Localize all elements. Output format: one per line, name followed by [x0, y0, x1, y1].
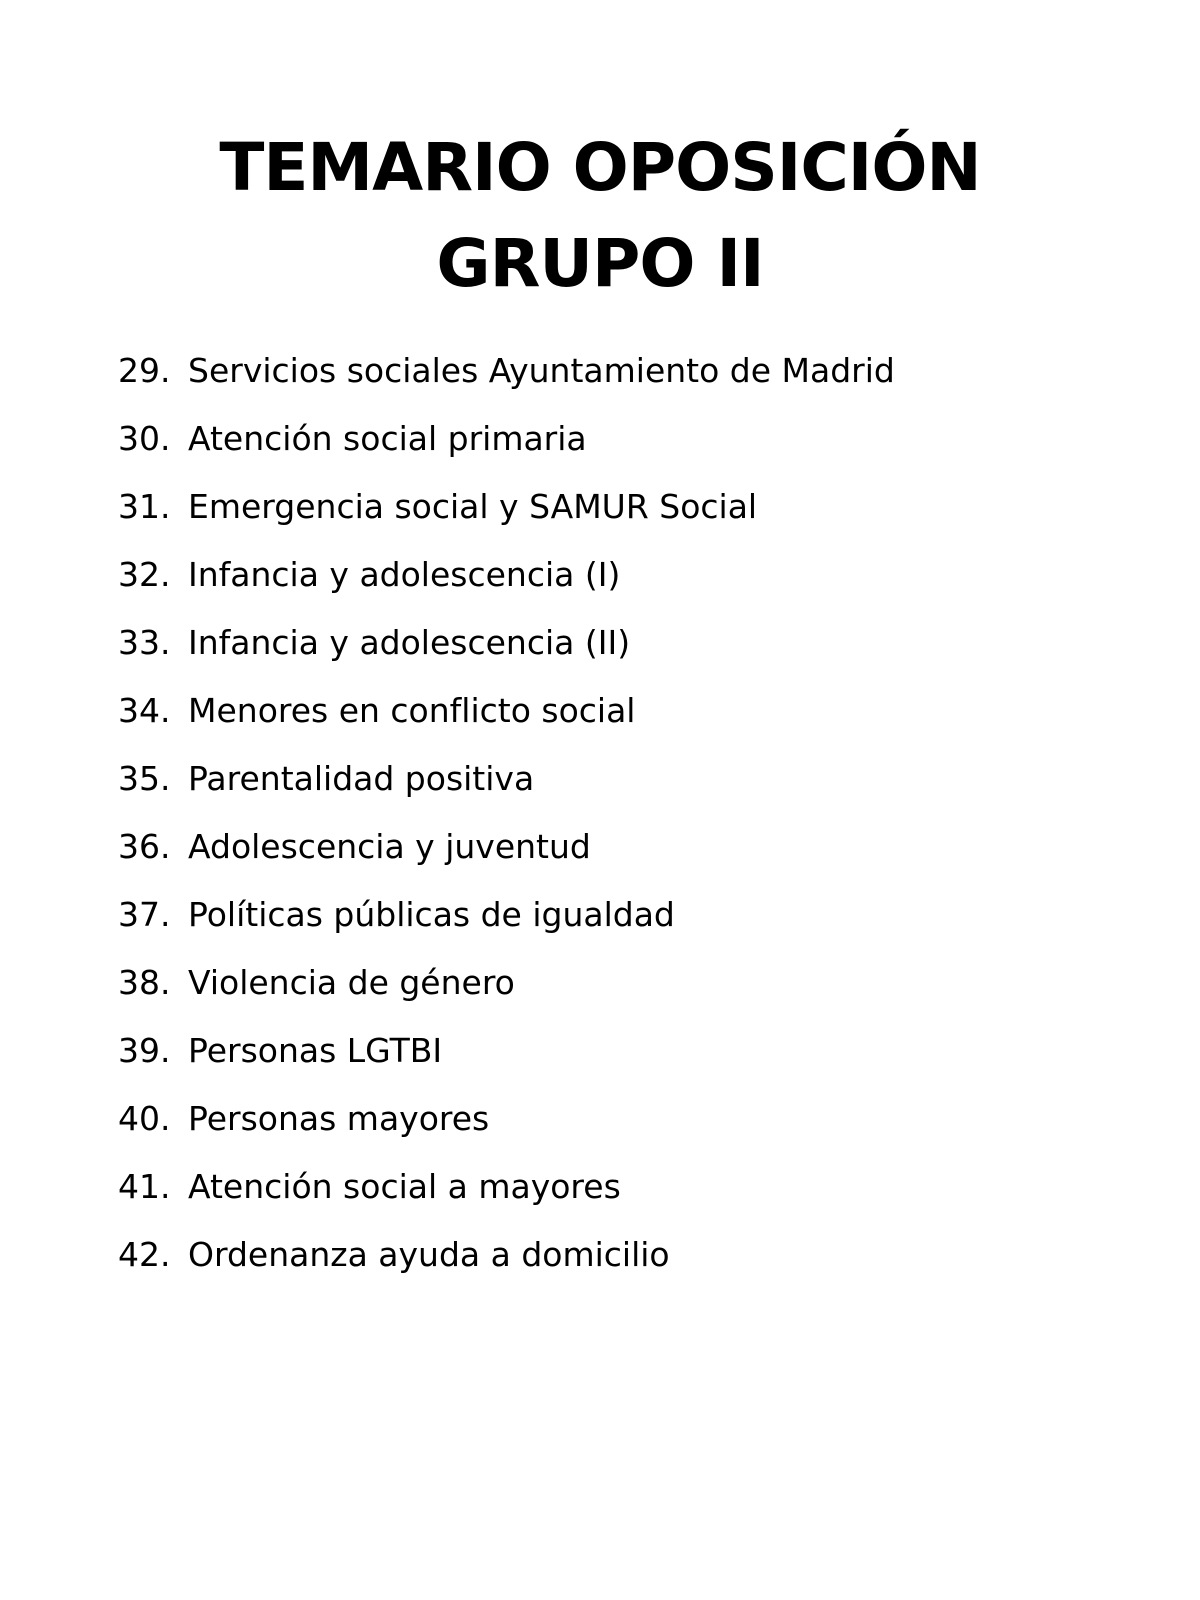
- item-text: Menores en conflicto social: [188, 691, 636, 730]
- item-number: 31.: [118, 487, 171, 526]
- item-text: Personas LGTBI: [188, 1031, 443, 1070]
- item-text: Infancia y adolescencia (II): [188, 623, 631, 662]
- item-number: 39.: [118, 1031, 171, 1070]
- page-title-line2: GRUPO II: [436, 225, 764, 303]
- item-number: 41.: [118, 1167, 171, 1206]
- item-number: 35.: [118, 759, 171, 798]
- list-item: [118, 949, 1118, 1017]
- list-item: [118, 745, 1118, 813]
- item-text: Parentalidad positiva: [188, 759, 535, 798]
- item-text: Servicios sociales Ayuntamiento de Madrid: [188, 351, 895, 390]
- page-title: [0, 120, 1200, 312]
- item-text: Atención social primaria: [188, 419, 587, 458]
- list-item: [118, 677, 1118, 745]
- list-item: [118, 1221, 1118, 1289]
- list-item: [118, 541, 1118, 609]
- item-text: Emergencia social y SAMUR Social: [188, 487, 758, 526]
- item-number: 38.: [118, 963, 171, 1002]
- item-number: 30.: [118, 419, 171, 458]
- item-number: 34.: [118, 691, 171, 730]
- item-text: Personas mayores: [188, 1099, 490, 1138]
- item-number: 42.: [118, 1235, 171, 1274]
- item-text: Atención social a mayores: [188, 1167, 621, 1206]
- list-item: [118, 1085, 1118, 1153]
- item-text: Adolescencia y juventud: [188, 827, 591, 866]
- item-number: 40.: [118, 1099, 171, 1138]
- item-number: 36.: [118, 827, 171, 866]
- item-number: 32.: [118, 555, 171, 594]
- list-item: [118, 881, 1118, 949]
- list-item: [118, 609, 1118, 677]
- item-text: Violencia de género: [188, 963, 515, 1002]
- list-item: [118, 813, 1118, 881]
- item-text: Políticas públicas de igualdad: [188, 895, 675, 934]
- list-item: [118, 1153, 1118, 1221]
- item-number: 29.: [118, 351, 171, 390]
- list-item: [118, 1017, 1118, 1085]
- list-item: [118, 337, 1118, 405]
- item-number: 37.: [118, 895, 171, 934]
- list-item: [118, 473, 1118, 541]
- item-text: Ordenanza ayuda a domicilio: [188, 1235, 670, 1274]
- topic-list: [118, 337, 1118, 1289]
- item-text: Infancia y adolescencia (I): [188, 555, 621, 594]
- page-title-line1: TEMARIO OPOSICIÓN: [219, 129, 981, 207]
- item-number: 33.: [118, 623, 171, 662]
- list-item: [118, 405, 1118, 473]
